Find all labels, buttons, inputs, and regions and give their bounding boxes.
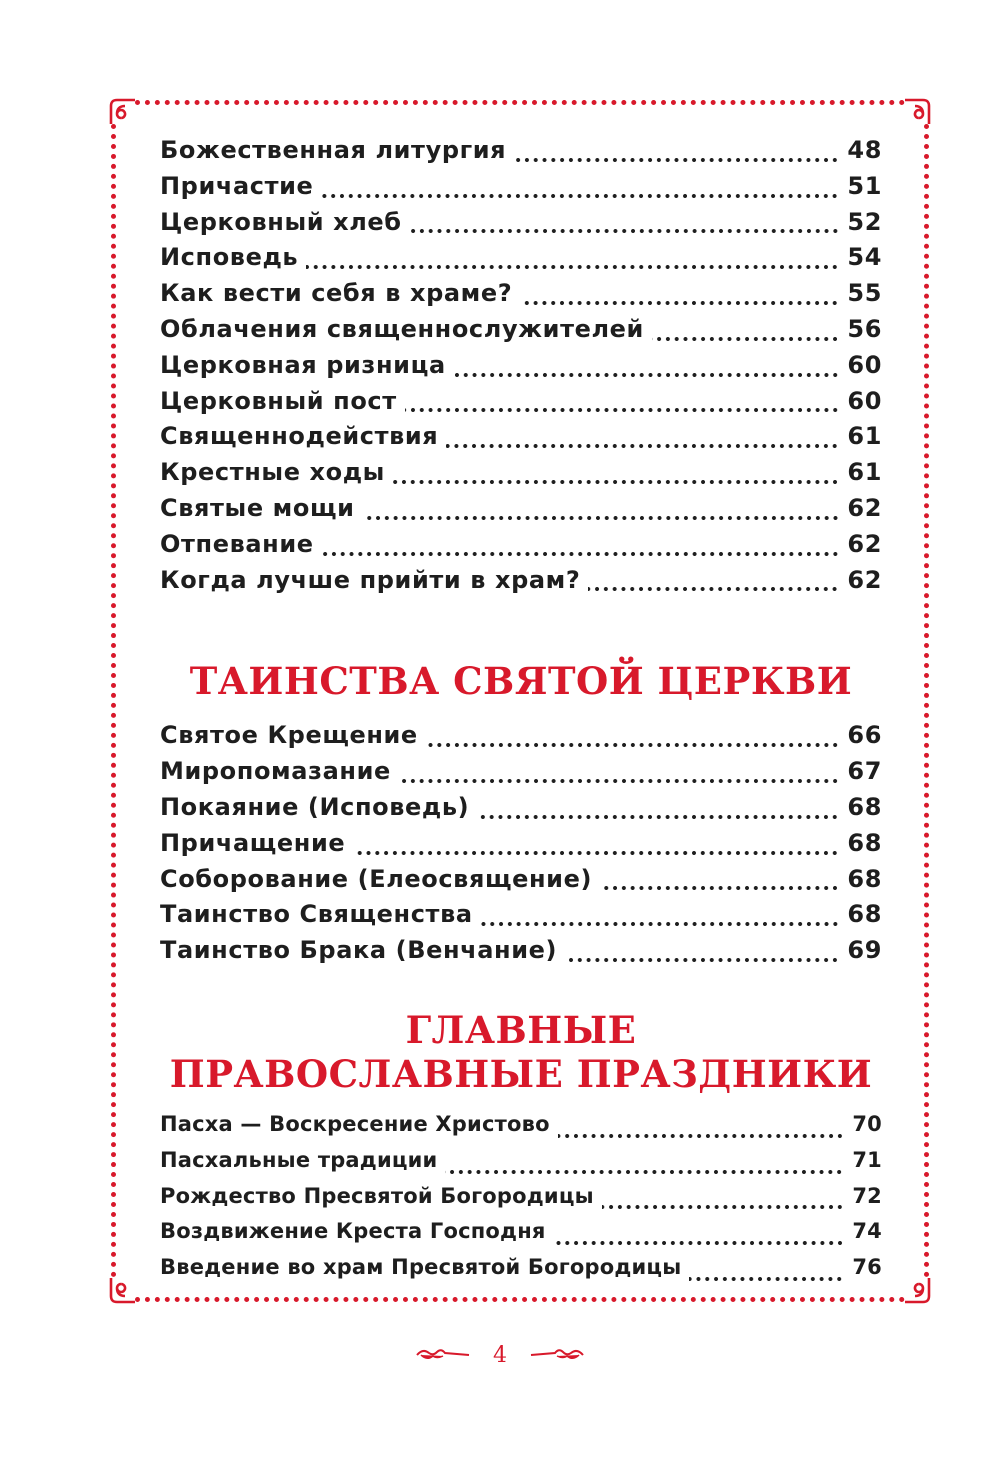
toc-entry-title: Когда лучше прийти в храм? [160, 565, 581, 594]
toc-entry[interactable] [160, 1148, 882, 1184]
dot-leader [477, 814, 839, 820]
dot-leader [600, 885, 839, 891]
toc-section-2 [160, 721, 882, 972]
frame-top-border [135, 100, 905, 105]
table-of-contents [160, 136, 882, 1291]
toc-entry-page: 48 [847, 136, 882, 164]
toc-section-1 [160, 136, 882, 601]
dot-leader [558, 1133, 844, 1139]
toc-entry[interactable] [160, 829, 882, 865]
toc-entry-page: 68 [847, 900, 882, 929]
toc-entry-page: 60 [847, 386, 882, 415]
flourish-right-icon [529, 1344, 585, 1366]
toc-entry-page: 62 [847, 565, 882, 594]
toc-entry-page: 72 [852, 1183, 882, 1208]
toc-entry-title: Церковный хлеб [160, 207, 402, 236]
dot-leader [602, 1204, 844, 1210]
section-heading-sacraments: ТАИНСТВА СВЯТОЙ ЦЕРКВИ [189, 659, 853, 704]
toc-entry-page: 71 [852, 1147, 882, 1172]
dot-leader [554, 1240, 844, 1246]
toc-entry[interactable] [160, 387, 882, 423]
toc-entry[interactable] [160, 136, 882, 172]
toc-entry[interactable] [160, 1112, 882, 1148]
dot-leader [652, 336, 839, 342]
section-heading-feasts-line1: ГЛАВНЫЕ [405, 1007, 637, 1052]
toc-entry[interactable] [160, 1255, 882, 1291]
toc-entry-page: 54 [847, 243, 882, 272]
toc-entry[interactable] [160, 243, 882, 279]
toc-entry-title: Исповедь [160, 243, 299, 272]
toc-entry-title: Божественная литургия [160, 136, 507, 164]
toc-entry[interactable] [160, 494, 882, 530]
toc-entry[interactable] [160, 351, 882, 387]
toc-entry[interactable] [160, 172, 882, 208]
dot-leader [393, 479, 839, 485]
dot-leader [588, 586, 839, 592]
toc-entry[interactable] [160, 566, 882, 602]
dot-leader [565, 957, 839, 963]
toc-entry[interactable] [160, 936, 882, 972]
dot-leader [410, 228, 840, 234]
toc-entry-title: Причащение [160, 828, 346, 857]
ornament-corner-icon [903, 96, 933, 126]
toc-entry-page: 55 [847, 279, 882, 308]
page-footer [0, 1340, 1000, 1370]
toc-entry-title: Святые мощи [160, 493, 355, 522]
toc-entry[interactable] [160, 865, 882, 901]
toc-entry[interactable] [160, 721, 882, 757]
toc-entry-title: Крестные ходы [160, 458, 385, 487]
dot-leader [426, 742, 840, 748]
dot-leader [445, 1169, 844, 1175]
dot-leader [306, 264, 839, 270]
dot-leader [454, 372, 840, 378]
toc-entry-page: 61 [847, 458, 882, 487]
toc-entry-page: 70 [852, 1111, 882, 1136]
dot-leader [520, 300, 839, 306]
dot-leader [481, 921, 840, 927]
toc-entry[interactable] [160, 757, 882, 793]
toc-entry-title: Покаяние (Исповедь) [160, 792, 470, 821]
toc-entry-title: Воздвижение Креста Господня [160, 1219, 546, 1244]
dot-leader [363, 515, 840, 521]
toc-entry-title: Церковная ризница [160, 350, 446, 379]
toc-section-3 [160, 1112, 882, 1291]
toc-entry-page: 74 [852, 1219, 882, 1244]
toc-entry-title: Священнодействия [160, 422, 439, 451]
toc-entry-page: 76 [852, 1255, 882, 1280]
toc-entry-title: Таинство Священства [160, 900, 473, 929]
ornament-corner-icon [107, 96, 137, 126]
toc-entry[interactable] [160, 315, 882, 351]
toc-entry[interactable] [160, 208, 882, 244]
frame-left-border [111, 124, 116, 1278]
toc-entry-page: 67 [847, 757, 882, 786]
toc-entry-title: Таинство Брака (Венчание) [160, 936, 558, 965]
dot-leader [353, 850, 839, 856]
toc-entry[interactable] [160, 279, 882, 315]
toc-entry[interactable] [160, 530, 882, 566]
toc-entry-title: Соборование (Елеосвящение) [160, 864, 593, 893]
dot-leader [322, 551, 840, 557]
toc-entry-page: 62 [847, 493, 882, 522]
toc-entry-page: 56 [847, 314, 882, 343]
toc-entry-title: Пасхальные традиции [160, 1147, 438, 1172]
toc-entry-page: 68 [847, 792, 882, 821]
toc-entry-title: Отпевание [160, 529, 314, 558]
toc-entry-title: Облачения священнослужителей [160, 314, 644, 343]
flourish-left-icon [415, 1344, 471, 1366]
dot-leader [514, 157, 839, 163]
dot-leader [321, 193, 839, 199]
toc-entry-title: Церковный пост [160, 386, 397, 415]
toc-entry-page: 68 [847, 828, 882, 857]
section-heading-feasts-line2: ПРАВОСЛАВНЫЕ ПРАЗДНИКИ [169, 1051, 873, 1096]
toc-entry[interactable] [160, 1219, 882, 1255]
toc-entry[interactable] [160, 422, 882, 458]
ornament-corner-icon [903, 1276, 933, 1306]
toc-entry-title: Причастие [160, 171, 314, 200]
toc-entry-page: 51 [847, 171, 882, 200]
dot-leader [689, 1276, 844, 1282]
frame-right-border [924, 124, 929, 1278]
toc-entry-title: Святое Крещение [160, 721, 418, 750]
frame-bottom-border [135, 1297, 905, 1302]
section-heading-feasts [160, 1008, 882, 1096]
toc-entry-title: Миропомазание [160, 757, 391, 786]
toc-entry-page: 69 [847, 936, 882, 965]
toc-entry-title: Введение во храм Пресвятой Богородицы [160, 1255, 682, 1280]
toc-entry[interactable] [160, 1184, 882, 1220]
ornament-corner-icon [107, 1276, 137, 1306]
toc-entry-title: Пасха — Воскресение Христово [160, 1111, 550, 1136]
toc-entry-page: 68 [847, 864, 882, 893]
toc-entry-page: 52 [847, 207, 882, 236]
toc-entry[interactable] [160, 458, 882, 494]
toc-entry[interactable] [160, 793, 882, 829]
dot-leader [405, 407, 840, 413]
toc-entry-title: Рождество Пресвятой Богородицы [160, 1183, 594, 1208]
toc-entry-page: 61 [847, 422, 882, 451]
toc-entry-page: 66 [847, 721, 882, 750]
page-number: 4 [493, 1342, 507, 1368]
toc-entry-page: 62 [847, 529, 882, 558]
dot-leader [446, 443, 839, 449]
toc-entry-title: Как вести себя в храме? [160, 279, 513, 308]
toc-entry[interactable] [160, 900, 882, 936]
toc-entry-page: 60 [847, 350, 882, 379]
dot-leader [399, 778, 840, 784]
